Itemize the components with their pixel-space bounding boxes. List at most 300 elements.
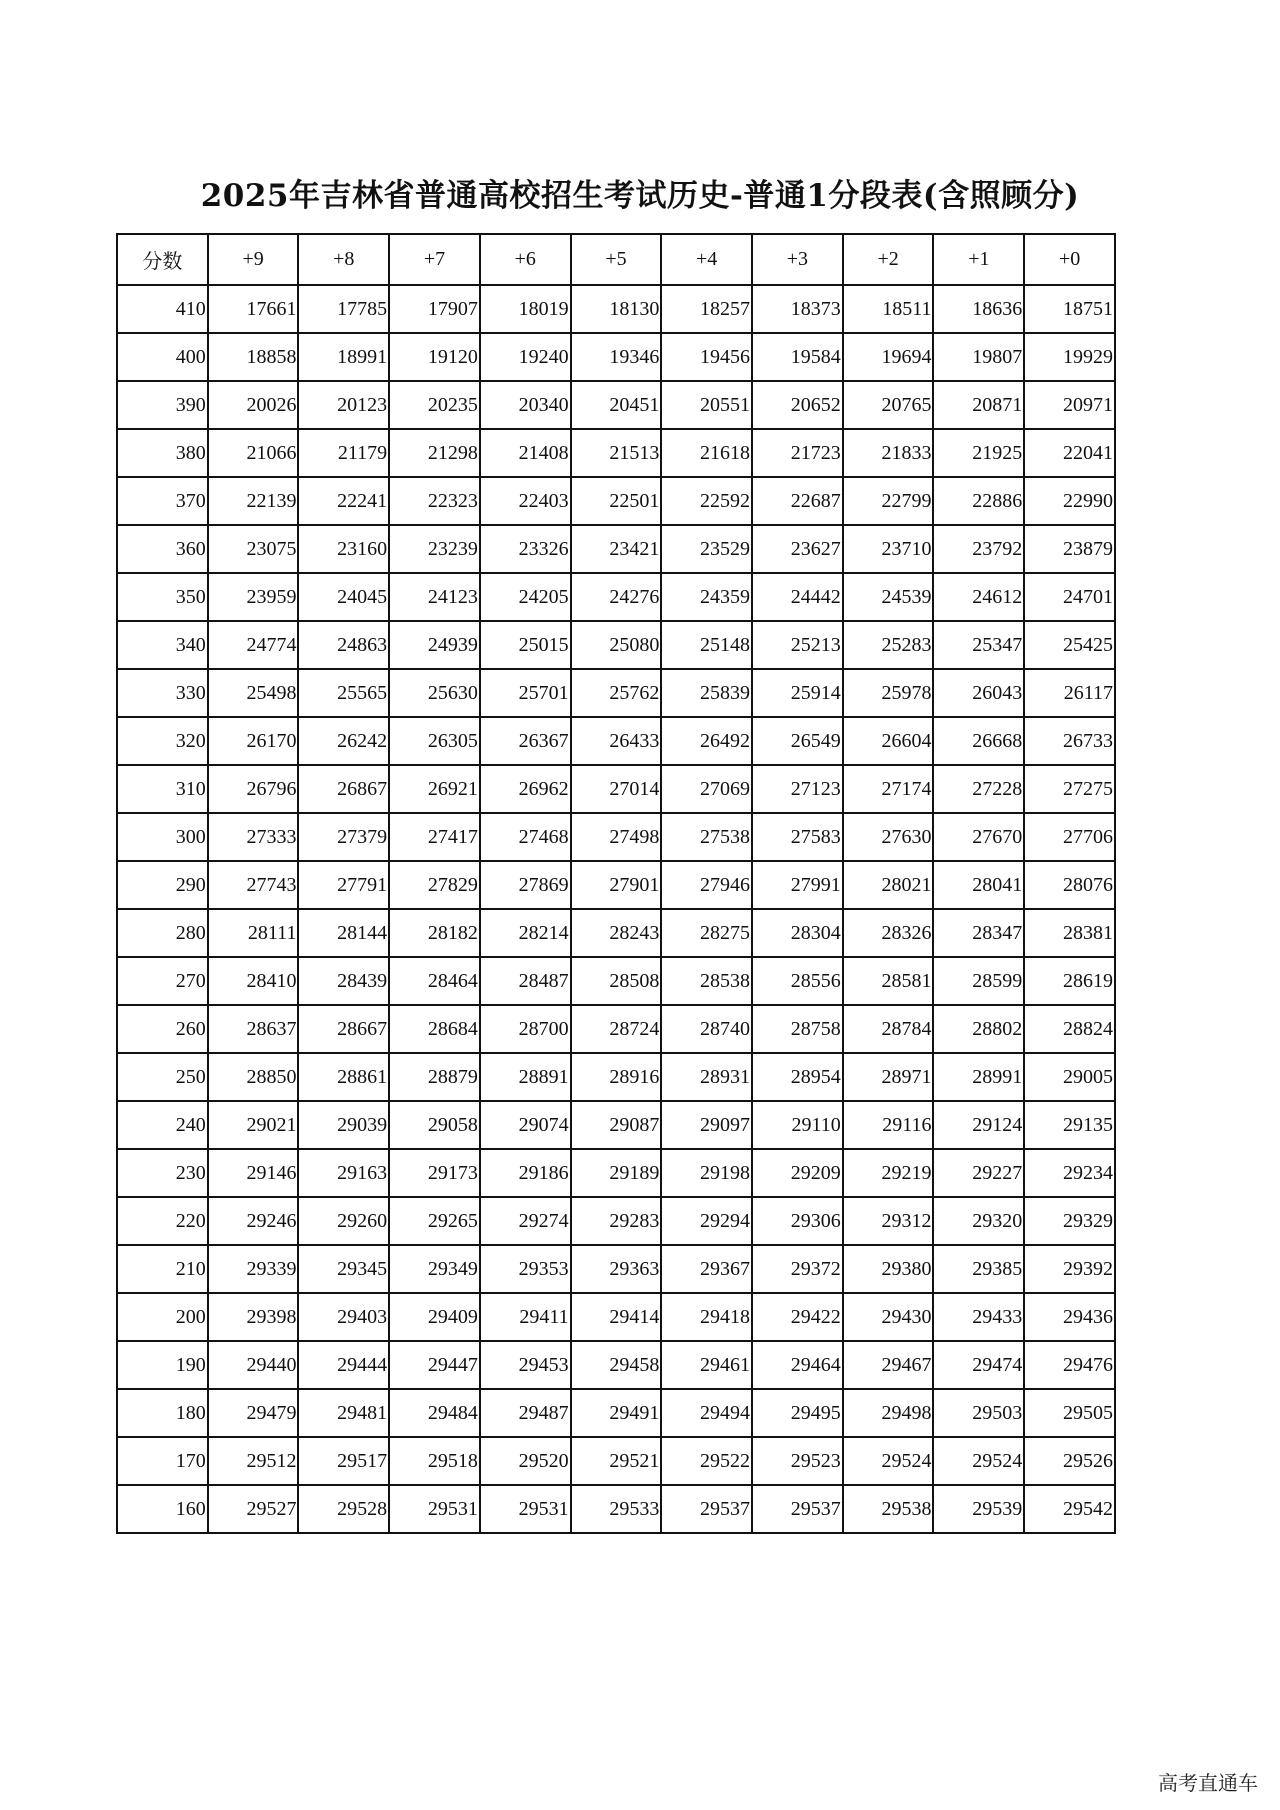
rank-cell: 29320: [933, 1197, 1024, 1245]
rank-cell: 29173: [389, 1149, 480, 1197]
table-body: [117, 285, 1115, 1533]
rank-cell: 25498: [208, 669, 299, 717]
rank-cell: 29539: [933, 1485, 1024, 1533]
rank-cell: 29447: [389, 1341, 480, 1389]
rank-cell: 29495: [752, 1389, 843, 1437]
rank-cell: 28464: [389, 957, 480, 1005]
rank-cell: 28850: [208, 1053, 299, 1101]
rank-cell: 25080: [571, 621, 662, 669]
rank-cell: 27743: [208, 861, 299, 909]
rank-cell: 25978: [843, 669, 934, 717]
rank-cell: 22041: [1024, 429, 1115, 477]
rank-cell: 28076: [1024, 861, 1115, 909]
rank-cell: 29422: [752, 1293, 843, 1341]
rank-cell: 18858: [208, 333, 299, 381]
score-cell: 210: [117, 1245, 208, 1293]
rank-cell: 29505: [1024, 1389, 1115, 1437]
rank-cell: 29533: [571, 1485, 662, 1533]
rank-cell: 22501: [571, 477, 662, 525]
rank-cell: 17785: [298, 285, 389, 333]
rank-cell: 29494: [661, 1389, 752, 1437]
rank-cell: 28275: [661, 909, 752, 957]
rank-cell: 27706: [1024, 813, 1115, 861]
rank-cell: 26433: [571, 717, 662, 765]
rank-cell: 27468: [480, 813, 571, 861]
table-row: [117, 1293, 1115, 1341]
rank-cell: 29186: [480, 1149, 571, 1197]
rank-cell: 28991: [933, 1053, 1024, 1101]
rank-cell: 20652: [752, 381, 843, 429]
rank-cell: 26117: [1024, 669, 1115, 717]
rank-cell: 29198: [661, 1149, 752, 1197]
rank-cell: 21066: [208, 429, 299, 477]
rank-cell: 21618: [661, 429, 752, 477]
rank-cell: 28144: [298, 909, 389, 957]
rank-cell: 29146: [208, 1149, 299, 1197]
rank-cell: 29414: [571, 1293, 662, 1341]
rank-cell: 17661: [208, 285, 299, 333]
rank-cell: 29306: [752, 1197, 843, 1245]
score-cell: 400: [117, 333, 208, 381]
rank-cell: 28304: [752, 909, 843, 957]
rank-cell: 25565: [298, 669, 389, 717]
rank-cell: 28971: [843, 1053, 934, 1101]
rank-cell: 29294: [661, 1197, 752, 1245]
score-cell: 310: [117, 765, 208, 813]
rank-cell: 29219: [843, 1149, 934, 1197]
rank-cell: 29479: [208, 1389, 299, 1437]
rank-cell: 28931: [661, 1053, 752, 1101]
rank-cell: 24276: [571, 573, 662, 621]
column-header-offset: +7: [389, 234, 480, 285]
rank-cell: 29531: [480, 1485, 571, 1533]
rank-cell: 28740: [661, 1005, 752, 1053]
rank-cell: 28802: [933, 1005, 1024, 1053]
rank-cell: 26305: [389, 717, 480, 765]
score-cell: 380: [117, 429, 208, 477]
score-cell: 290: [117, 861, 208, 909]
rank-cell: 29409: [389, 1293, 480, 1341]
rank-cell: 24774: [208, 621, 299, 669]
rank-cell: 26921: [389, 765, 480, 813]
rank-cell: 23421: [571, 525, 662, 573]
score-cell: 260: [117, 1005, 208, 1053]
rank-cell: 23326: [480, 525, 571, 573]
score-cell: 330: [117, 669, 208, 717]
column-header-offset: +0: [1024, 234, 1115, 285]
table-row: [117, 573, 1115, 621]
rank-cell: 29512: [208, 1437, 299, 1485]
table-row: [117, 1197, 1115, 1245]
rank-cell: 29537: [752, 1485, 843, 1533]
score-cell: 160: [117, 1485, 208, 1533]
rank-cell: 25839: [661, 669, 752, 717]
column-header-offset: +2: [843, 234, 934, 285]
rank-cell: 21179: [298, 429, 389, 477]
rank-cell: 27069: [661, 765, 752, 813]
rank-cell: 28599: [933, 957, 1024, 1005]
score-cell: 220: [117, 1197, 208, 1245]
rank-cell: 27417: [389, 813, 480, 861]
rank-cell: 23792: [933, 525, 1024, 573]
rank-cell: 23959: [208, 573, 299, 621]
rank-cell: 27829: [389, 861, 480, 909]
table-row: [117, 525, 1115, 573]
rank-cell: 18257: [661, 285, 752, 333]
rank-cell: 20871: [933, 381, 1024, 429]
rank-cell: 25283: [843, 621, 934, 669]
watermark-text: 高考直通车: [1158, 1771, 1258, 1795]
rank-cell: 18636: [933, 285, 1024, 333]
column-header-offset: +6: [480, 234, 571, 285]
rank-cell: 29074: [480, 1101, 571, 1149]
rank-cell: 29436: [1024, 1293, 1115, 1341]
rank-cell: 26668: [933, 717, 1024, 765]
rank-cell: 25213: [752, 621, 843, 669]
table-row: [117, 861, 1115, 909]
rank-cell: 28538: [661, 957, 752, 1005]
rank-cell: 19240: [480, 333, 571, 381]
rank-cell: 28243: [571, 909, 662, 957]
rank-cell: 29372: [752, 1245, 843, 1293]
rank-cell: 22799: [843, 477, 934, 525]
rank-cell: 28581: [843, 957, 934, 1005]
rank-cell: 24442: [752, 573, 843, 621]
rank-cell: 22403: [480, 477, 571, 525]
rank-cell: 28347: [933, 909, 1024, 957]
rank-cell: 29491: [571, 1389, 662, 1437]
rank-cell: 28410: [208, 957, 299, 1005]
rank-cell: 26242: [298, 717, 389, 765]
rank-cell: 27901: [571, 861, 662, 909]
rank-cell: 27014: [571, 765, 662, 813]
rank-cell: 29265: [389, 1197, 480, 1245]
rank-cell: 29498: [843, 1389, 934, 1437]
rank-cell: 28954: [752, 1053, 843, 1101]
rank-cell: 29039: [298, 1101, 389, 1149]
rank-cell: 28861: [298, 1053, 389, 1101]
column-header-offset: +9: [208, 234, 299, 285]
score-cell: 410: [117, 285, 208, 333]
rank-cell: 29135: [1024, 1101, 1115, 1149]
rank-cell: 19120: [389, 333, 480, 381]
rank-cell: 27670: [933, 813, 1024, 861]
rank-cell: 28700: [480, 1005, 571, 1053]
rank-cell: 28667: [298, 1005, 389, 1053]
rank-cell: 18130: [571, 285, 662, 333]
rank-cell: 26170: [208, 717, 299, 765]
rank-cell: 24123: [389, 573, 480, 621]
rank-cell: 29430: [843, 1293, 934, 1341]
rank-cell: 21925: [933, 429, 1024, 477]
rank-cell: 23627: [752, 525, 843, 573]
rank-cell: 19929: [1024, 333, 1115, 381]
rank-cell: 27333: [208, 813, 299, 861]
rank-cell: 21408: [480, 429, 571, 477]
rank-cell: 29163: [298, 1149, 389, 1197]
rank-cell: 29345: [298, 1245, 389, 1293]
rank-cell: 18751: [1024, 285, 1115, 333]
rank-cell: 23239: [389, 525, 480, 573]
rank-cell: 19346: [571, 333, 662, 381]
rank-cell: 29458: [571, 1341, 662, 1389]
column-header-score: 分数: [117, 234, 208, 285]
rank-cell: 29523: [752, 1437, 843, 1485]
rank-cell: 29487: [480, 1389, 571, 1437]
rank-cell: 27869: [480, 861, 571, 909]
rank-cell: 25914: [752, 669, 843, 717]
rank-cell: 29097: [661, 1101, 752, 1149]
rank-cell: 28891: [480, 1053, 571, 1101]
rank-cell: 19807: [933, 333, 1024, 381]
column-header-offset: +4: [661, 234, 752, 285]
rank-cell: 28041: [933, 861, 1024, 909]
rank-cell: 19584: [752, 333, 843, 381]
rank-cell: 21513: [571, 429, 662, 477]
rank-cell: 18019: [480, 285, 571, 333]
rank-cell: 27630: [843, 813, 934, 861]
rank-cell: 29520: [480, 1437, 571, 1485]
rank-cell: 29189: [571, 1149, 662, 1197]
rank-cell: 29444: [298, 1341, 389, 1389]
score-cell: 280: [117, 909, 208, 957]
rank-cell: 29528: [298, 1485, 389, 1533]
rank-cell: 27498: [571, 813, 662, 861]
rank-cell: 29503: [933, 1389, 1024, 1437]
rank-cell: 26549: [752, 717, 843, 765]
score-cell: 320: [117, 717, 208, 765]
rank-cell: 29385: [933, 1245, 1024, 1293]
rank-cell: 28824: [1024, 1005, 1115, 1053]
rank-cell: 29538: [843, 1485, 934, 1533]
rank-cell: 29440: [208, 1341, 299, 1389]
rank-cell: 28508: [571, 957, 662, 1005]
rank-cell: 24939: [389, 621, 480, 669]
rank-cell: 29467: [843, 1341, 934, 1389]
rank-cell: 23529: [661, 525, 752, 573]
rank-cell: 20340: [480, 381, 571, 429]
rank-cell: 28916: [571, 1053, 662, 1101]
rank-cell: 29418: [661, 1293, 752, 1341]
rank-cell: 24612: [933, 573, 1024, 621]
column-header-offset: +1: [933, 234, 1024, 285]
rank-cell: 29110: [752, 1101, 843, 1149]
rank-cell: 29349: [389, 1245, 480, 1293]
table-row: [117, 957, 1115, 1005]
rank-cell: 29209: [752, 1149, 843, 1197]
rank-cell: 28879: [389, 1053, 480, 1101]
rank-cell: 27275: [1024, 765, 1115, 813]
rank-cell: 29227: [933, 1149, 1024, 1197]
rank-cell: 27123: [752, 765, 843, 813]
rank-cell: 29481: [298, 1389, 389, 1437]
rank-cell: 28182: [389, 909, 480, 957]
rank-cell: 29116: [843, 1101, 934, 1149]
table-row: [117, 909, 1115, 957]
rank-cell: 29124: [933, 1101, 1024, 1149]
score-cell: 390: [117, 381, 208, 429]
score-cell: 200: [117, 1293, 208, 1341]
rank-cell: 28758: [752, 1005, 843, 1053]
table-row: [117, 1485, 1115, 1533]
rank-cell: 28619: [1024, 957, 1115, 1005]
rank-cell: 29392: [1024, 1245, 1115, 1293]
rank-cell: 27538: [661, 813, 752, 861]
table-row: [117, 477, 1115, 525]
table-row: [117, 717, 1115, 765]
rank-cell: 27991: [752, 861, 843, 909]
rank-cell: 26796: [208, 765, 299, 813]
score-cell: 300: [117, 813, 208, 861]
rank-cell: 29464: [752, 1341, 843, 1389]
rank-cell: 26043: [933, 669, 1024, 717]
rank-cell: 29403: [298, 1293, 389, 1341]
rank-cell: 25701: [480, 669, 571, 717]
rank-cell: 26367: [480, 717, 571, 765]
rank-cell: 20971: [1024, 381, 1115, 429]
rank-cell: 18511: [843, 285, 934, 333]
table-row: [117, 1389, 1115, 1437]
rank-cell: 29517: [298, 1437, 389, 1485]
rank-cell: 29283: [571, 1197, 662, 1245]
rank-cell: 17907: [389, 285, 480, 333]
rank-cell: 28439: [298, 957, 389, 1005]
table-row: [117, 813, 1115, 861]
rank-cell: 22886: [933, 477, 1024, 525]
table-row: [117, 1245, 1115, 1293]
rank-cell: 26962: [480, 765, 571, 813]
rank-cell: 25762: [571, 669, 662, 717]
rank-cell: 27228: [933, 765, 1024, 813]
table-row: [117, 621, 1115, 669]
rank-cell: 26733: [1024, 717, 1115, 765]
rank-cell: 28784: [843, 1005, 934, 1053]
rank-cell: 29274: [480, 1197, 571, 1245]
rank-cell: 18991: [298, 333, 389, 381]
rank-cell: 20551: [661, 381, 752, 429]
table-row: [117, 765, 1115, 813]
score-cell: 240: [117, 1101, 208, 1149]
table-row: [117, 1149, 1115, 1197]
rank-cell: 28684: [389, 1005, 480, 1053]
rank-cell: 22990: [1024, 477, 1115, 525]
rank-cell: 29246: [208, 1197, 299, 1245]
rank-cell: 21298: [389, 429, 480, 477]
score-cell: 350: [117, 573, 208, 621]
table-row: [117, 1005, 1115, 1053]
rank-cell: 29312: [843, 1197, 934, 1245]
rank-cell: 28487: [480, 957, 571, 1005]
rank-cell: 29524: [843, 1437, 934, 1485]
table-row: [117, 1437, 1115, 1485]
rank-cell: 29260: [298, 1197, 389, 1245]
rank-cell: 25630: [389, 669, 480, 717]
rank-cell: 20235: [389, 381, 480, 429]
rank-cell: 22241: [298, 477, 389, 525]
rank-cell: 25148: [661, 621, 752, 669]
rank-cell: 22687: [752, 477, 843, 525]
score-cell: 170: [117, 1437, 208, 1485]
rank-cell: 18373: [752, 285, 843, 333]
rank-cell: 27174: [843, 765, 934, 813]
rank-cell: 23160: [298, 525, 389, 573]
rank-cell: 24045: [298, 573, 389, 621]
rank-cell: 29339: [208, 1245, 299, 1293]
score-cell: 190: [117, 1341, 208, 1389]
table-row: [117, 429, 1115, 477]
table-row: [117, 669, 1115, 717]
rank-cell: 29087: [571, 1101, 662, 1149]
rank-cell: 26867: [298, 765, 389, 813]
rank-cell: 26492: [661, 717, 752, 765]
score-distribution-table: [116, 233, 1116, 1534]
rank-cell: 23710: [843, 525, 934, 573]
rank-cell: 20765: [843, 381, 934, 429]
rank-cell: 19456: [661, 333, 752, 381]
rank-cell: 20451: [571, 381, 662, 429]
rank-cell: 29484: [389, 1389, 480, 1437]
table-row: [117, 285, 1115, 333]
rank-cell: 28111: [208, 909, 299, 957]
rank-cell: 29021: [208, 1101, 299, 1149]
rank-cell: 20026: [208, 381, 299, 429]
rank-cell: 29461: [661, 1341, 752, 1389]
rank-cell: 29380: [843, 1245, 934, 1293]
table-header-row: [117, 234, 1115, 285]
rank-cell: 29476: [1024, 1341, 1115, 1389]
rank-cell: 29522: [661, 1437, 752, 1485]
table-row: [117, 1101, 1115, 1149]
rank-cell: 28556: [752, 957, 843, 1005]
rank-cell: 25015: [480, 621, 571, 669]
rank-cell: 24359: [661, 573, 752, 621]
rank-cell: 22323: [389, 477, 480, 525]
rank-cell: 26604: [843, 717, 934, 765]
rank-cell: 29524: [933, 1437, 1024, 1485]
rank-cell: 29527: [208, 1485, 299, 1533]
rank-cell: 23075: [208, 525, 299, 573]
rank-cell: 29526: [1024, 1437, 1115, 1485]
rank-cell: 27379: [298, 813, 389, 861]
rank-cell: 28214: [480, 909, 571, 957]
rank-cell: 29005: [1024, 1053, 1115, 1101]
rank-cell: 23879: [1024, 525, 1115, 573]
rank-cell: 24701: [1024, 573, 1115, 621]
rank-cell: 29058: [389, 1101, 480, 1149]
rank-cell: 29474: [933, 1341, 1024, 1389]
table-row: [117, 1341, 1115, 1389]
rank-cell: 29367: [661, 1245, 752, 1293]
score-cell: 340: [117, 621, 208, 669]
rank-cell: 28326: [843, 909, 934, 957]
page-title: 2025年吉林省普通高校招生考试历史-普通1分段表(含照顾分): [200, 178, 1080, 214]
rank-cell: 28724: [571, 1005, 662, 1053]
rank-cell: 27946: [661, 861, 752, 909]
rank-cell: 21723: [752, 429, 843, 477]
rank-cell: 29353: [480, 1245, 571, 1293]
table-row: [117, 1053, 1115, 1101]
rank-cell: 19694: [843, 333, 934, 381]
rank-cell: 22139: [208, 477, 299, 525]
rank-cell: 25425: [1024, 621, 1115, 669]
rank-cell: 29234: [1024, 1149, 1115, 1197]
rank-cell: 24539: [843, 573, 934, 621]
score-cell: 230: [117, 1149, 208, 1197]
rank-cell: 24205: [480, 573, 571, 621]
score-cell: 370: [117, 477, 208, 525]
rank-cell: 29398: [208, 1293, 299, 1341]
rank-cell: 29518: [389, 1437, 480, 1485]
